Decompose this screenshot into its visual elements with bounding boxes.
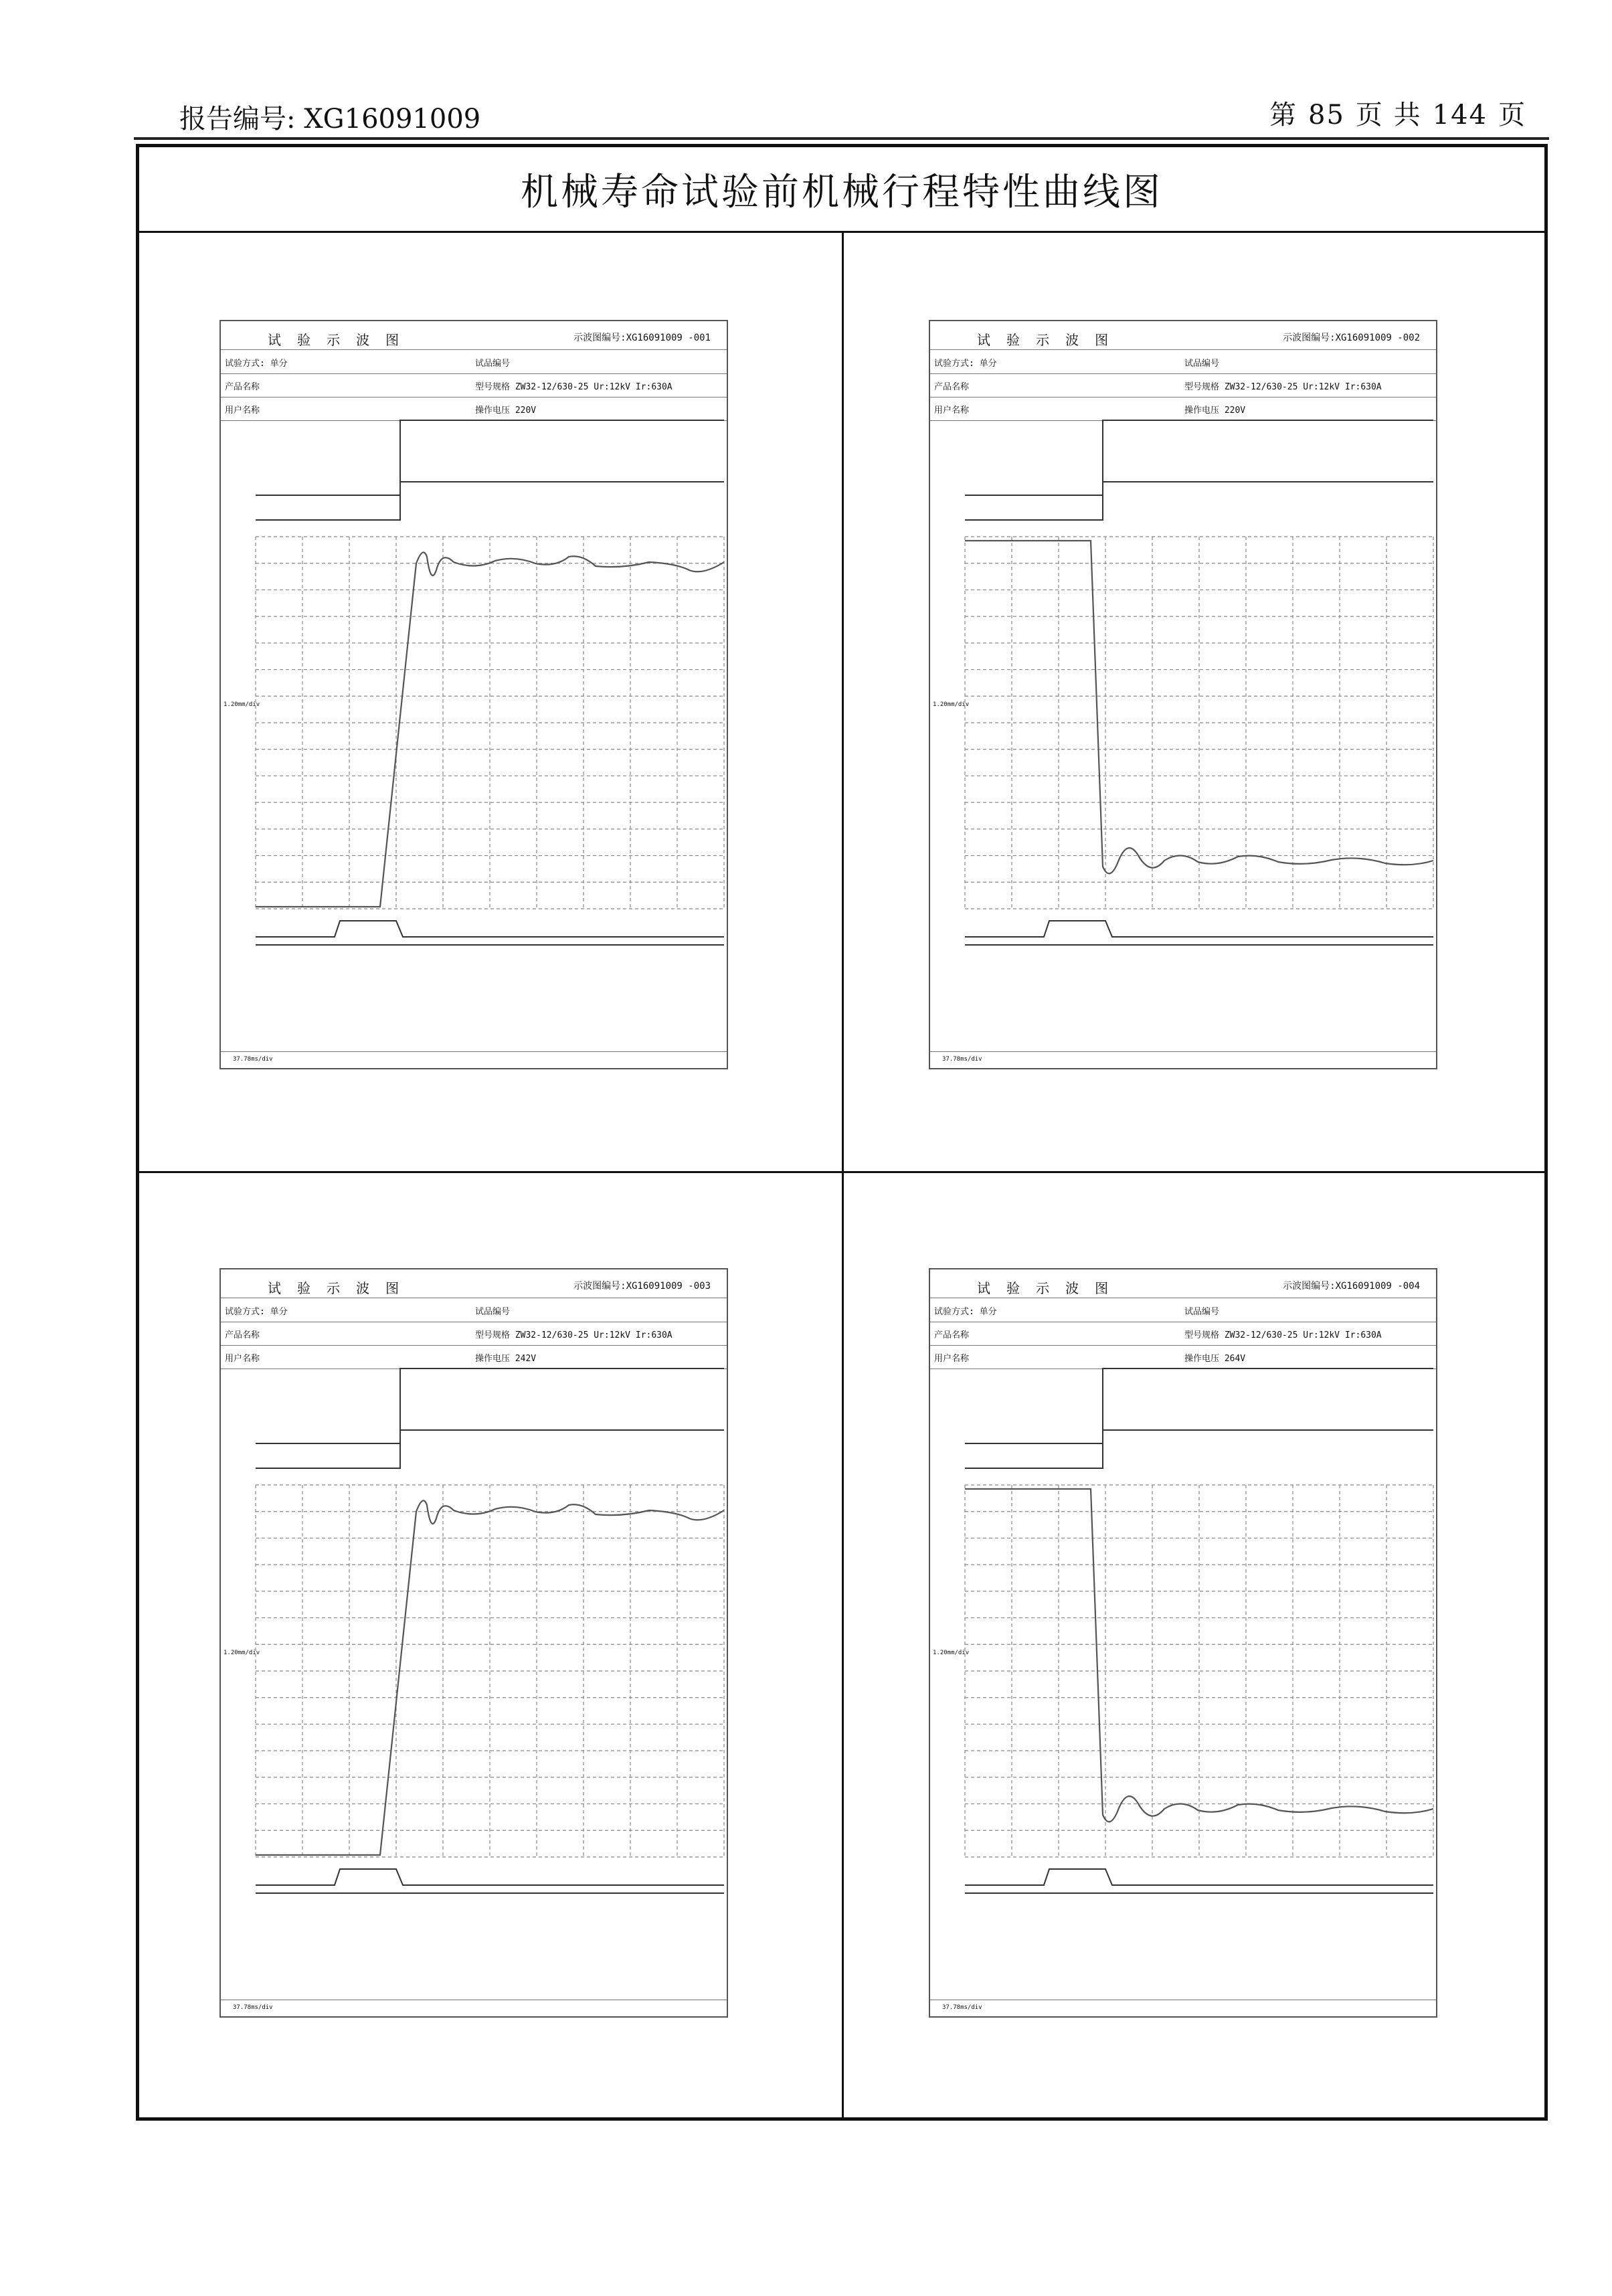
x-scale-label: 37.78ms/div (942, 1056, 982, 1063)
product-name: 产品名称 (934, 382, 970, 392)
header-rule (134, 137, 1549, 140)
test-mode: 试验方式: 单分 (225, 1307, 288, 1317)
oscillogram-title: 试 验 示 波 图 (977, 1280, 1113, 1296)
model-spec: 型号规格 ZW32-12/630-25 Ur:12kV Ir:630A (475, 1330, 673, 1340)
control-signal-trace (965, 420, 1433, 520)
section-title: 机械寿命试验前机械行程特性曲线图 (139, 147, 1544, 233)
operating-voltage: 操作电压 264V (1184, 1354, 1246, 1364)
waveform-plot (221, 321, 729, 1071)
control-signal-trace (256, 420, 724, 520)
oscillogram-2 (929, 320, 1437, 1069)
oscillogram-title: 试 验 示 波 图 (268, 1280, 404, 1296)
sample-no: 试品编号 (1184, 1307, 1220, 1317)
model-spec: 型号规格 ZW32-12/630-25 Ur:12kV Ir:630A (1184, 1330, 1382, 1340)
pulse-trace (965, 921, 1433, 945)
sample-no: 试品编号 (475, 1307, 511, 1317)
oscillogram-number: 示波图编号:XG16091009 -004 (1283, 1281, 1420, 1292)
oscillogram-1 (219, 320, 728, 1069)
x-scale-label: 37.78ms/div (942, 2004, 982, 2011)
page-current: 85 (1308, 100, 1345, 130)
control-signal-trace (256, 1368, 724, 1468)
page-prefix: 第 (1269, 100, 1298, 130)
user-name: 用户名称 (225, 1354, 260, 1364)
oscillogram-title: 试 验 示 波 图 (977, 332, 1113, 348)
oscillogram-title: 试 验 示 波 图 (268, 332, 404, 348)
oscillogram-3 (219, 1268, 728, 2018)
sample-no: 试品编号 (475, 359, 511, 369)
product-name: 产品名称 (225, 1330, 260, 1340)
operating-voltage: 操作电压 220V (475, 406, 537, 416)
page-total: 144 (1432, 100, 1488, 130)
pulse-trace (965, 1869, 1433, 1893)
product-name: 产品名称 (934, 1330, 970, 1340)
page-mid: 页 共 (1355, 100, 1422, 130)
user-name: 用户名称 (934, 406, 970, 416)
sample-no: 试品编号 (1184, 359, 1220, 369)
oscillogram-number: 示波图编号:XG16091009 -001 (573, 333, 711, 343)
page-suffix: 页 (1498, 100, 1526, 130)
waveform-plot (221, 1269, 729, 2019)
page-number (1264, 94, 1532, 132)
waveform-plot (930, 1269, 1439, 2019)
horizontal-divider (139, 1171, 1544, 1173)
pulse-trace (256, 921, 724, 945)
operating-voltage: 操作电压 220V (1184, 406, 1246, 416)
user-name: 用户名称 (934, 1354, 970, 1364)
user-name: 用户名称 (225, 406, 260, 416)
model-spec: 型号规格 ZW32-12/630-25 Ur:12kV Ir:630A (1184, 382, 1382, 392)
oscillogram-4 (929, 1268, 1437, 2018)
oscillogram-number: 示波图编号:XG16091009 -002 (1283, 333, 1420, 343)
vertical-divider (842, 231, 844, 2117)
report-number: 报告编号: XG16091009 (179, 104, 481, 135)
test-mode: 试验方式: 单分 (225, 359, 288, 369)
y-scale-label: 1.20mm/div (933, 1650, 970, 1656)
y-scale-label: 1.20mm/div (223, 701, 260, 708)
operating-voltage: 操作电压 242V (475, 1354, 537, 1364)
x-scale-label: 37.78ms/div (233, 1056, 273, 1063)
waveform-plot (930, 321, 1439, 1071)
x-scale-label: 37.78ms/div (233, 2004, 273, 2011)
product-name: 产品名称 (225, 382, 260, 392)
pulse-trace (256, 1869, 724, 1893)
test-mode: 试验方式: 单分 (934, 359, 997, 369)
y-scale-label: 1.20mm/div (223, 1650, 260, 1656)
y-scale-label: 1.20mm/div (933, 701, 970, 708)
model-spec: 型号规格 ZW32-12/630-25 Ur:12kV Ir:630A (475, 382, 673, 392)
test-mode: 试验方式: 单分 (934, 1307, 997, 1317)
control-signal-trace (965, 1368, 1433, 1468)
oscillogram-number: 示波图编号:XG16091009 -003 (573, 1281, 711, 1292)
